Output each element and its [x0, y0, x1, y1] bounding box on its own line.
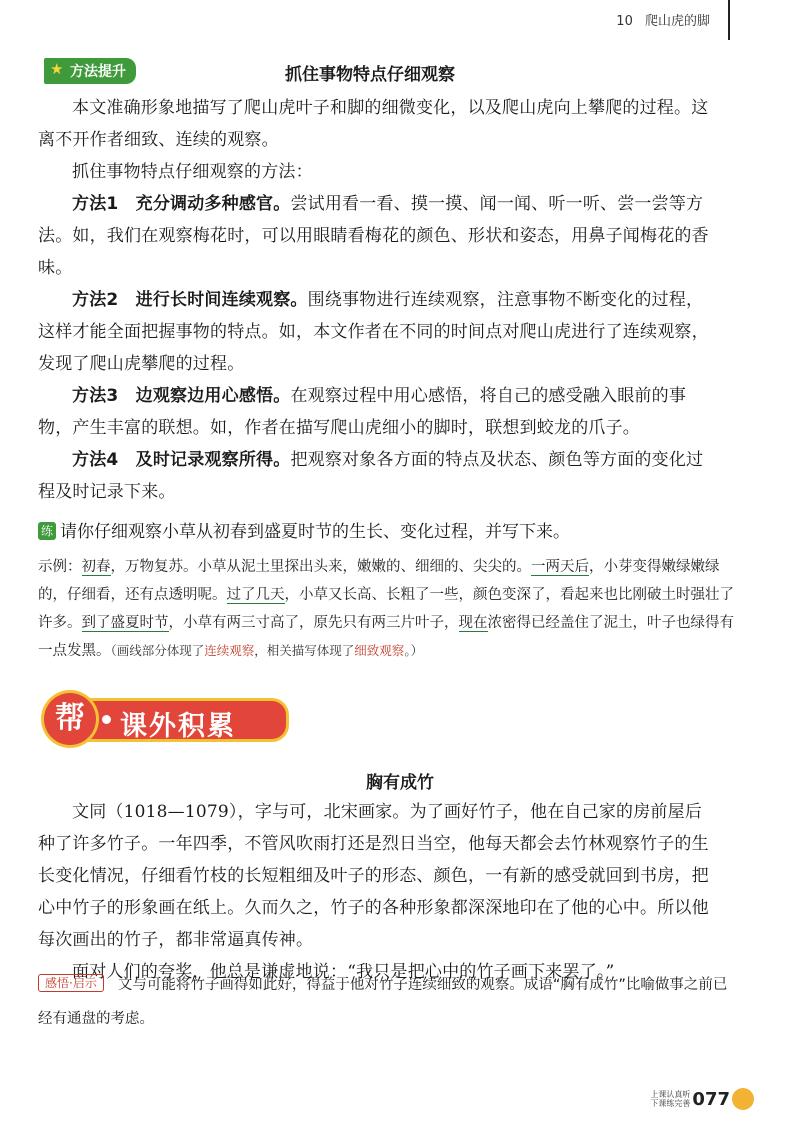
method-item-1 — [38, 188, 718, 284]
example-answer — [38, 553, 738, 665]
example-text-2: ，小芽变得嫩绿嫩绿的，仔细看，还有点透明呢。 — [38, 559, 720, 603]
method-item-1-text: 尝试用看一看、摸一摸、闻一闻、听一听、尝一尝等方法。如，我们在观察梅花时，可以用眼睛看梅花的颜色、形状和姿态，用鼻子闻梅花的香味。 — [38, 194, 709, 278]
example-text-3: ，小草又长高、长粗了一些，颜色变深了，看起来也比刚破土时强壮了许多。 — [38, 587, 734, 631]
method-item-2-head: 方法2 进行长时间连续观察。 — [72, 290, 308, 310]
example-note-c: 。） — [404, 643, 424, 658]
method-lead: 抓住事物特点仔细观察的方法： — [72, 162, 313, 182]
footer-slogan-top: 上课认真听 — [650, 1090, 691, 1099]
method-intro: 本文准确形象地描写了爬山虎叶子和脚的细微变化，以及爬山虎向上攀爬的过程。这离不开作者细致、连续的观察。 — [38, 98, 709, 150]
example-underline-3: 过了几天 — [226, 587, 285, 603]
example-underline-1: 初春 — [81, 559, 111, 575]
story-paragraph-1: 文同（1018—1079），字与可，北宋画家。为了画好竹子，他在自己家的房前屋后种了许多竹子。一年四季，不管风吹雨打还是烈日当空，他每天都会去竹林观察竹子的生长变化情况，仔细看竹枝的长短粗细及叶子的形态、颜色，一有新的感受就回到书房，把心中竹子的形象画在纸上。久而久之，竹子的各种形象都深深地印在了他的心中。所以他每次画出的竹子，都非常逼真传神。 — [38, 802, 709, 950]
method-item-3-text: 在观察过程中用心感悟，将自己的感受融入眼前的事物，产生丰富的联想。如，作者在描写爬山虎细小的脚时，联想到蛟龙的爪子。 — [38, 386, 687, 438]
method-item-1-head: 方法1 充分调动多种感官。 — [72, 194, 291, 214]
story-title: 胸有成竹 — [366, 773, 434, 793]
method-body — [38, 92, 718, 508]
story-paragraph-2: 面对人们的夸奖，他总是谦虚地说：“我只是把心中的竹子画下来罢了。” — [72, 962, 615, 982]
example-label: 示例： — [38, 559, 82, 575]
practice-prompt — [38, 517, 738, 547]
example-note — [111, 643, 424, 658]
method-item-2 — [38, 284, 718, 380]
footer-slogan — [650, 1090, 690, 1108]
method-item-3 — [38, 380, 718, 444]
practice-prompt-text: 请你仔细观察小草从初春到盛夏时节的生长、变化过程，并写下来。 — [60, 522, 570, 542]
practice-icon: 练 — [38, 522, 56, 540]
example-underline-4: 到了盛夏时节 — [81, 615, 169, 631]
mascot-icon — [732, 1088, 754, 1110]
example-underline-2: 一两天后 — [531, 559, 589, 575]
story-body — [38, 796, 718, 988]
example-note-a: （画线部分体现了 — [110, 643, 205, 658]
insight-box — [38, 968, 738, 1036]
footer-slogan-bottom: 下课练完善 — [650, 1099, 691, 1108]
method-badge-label: 方法提升 — [70, 64, 126, 80]
example-note-red-2: 细致观察 — [354, 643, 405, 658]
banner-dot — [102, 715, 111, 724]
banner-circle: 帮 — [44, 693, 96, 745]
example-underline-5: 现在 — [458, 615, 488, 631]
footer-page-number: 077 — [692, 1088, 730, 1110]
insight-tag: 感悟·启示 — [38, 974, 104, 992]
example-text-5: 浓密得已经盖住了泥土，叶子也绿得有一点发黑。 — [38, 615, 734, 659]
example-note-red-1: 连续观察 — [204, 643, 255, 658]
method-item-4-head: 方法4 及时记录观察所得。 — [72, 450, 291, 470]
extracurricular-banner — [44, 693, 292, 745]
method-item-4-text: 把观察对象各方面的特点及状态、颜色等方面的变化过程及时记录下来。 — [38, 450, 704, 502]
header-chapter-title: 爬山虎的脚 — [644, 14, 710, 29]
running-header — [616, 10, 710, 29]
method-item-3-head: 方法3 边观察边用心感悟。 — [72, 386, 291, 406]
method-item-4 — [38, 444, 718, 508]
insight-text: 文与可能将竹子画得如此好，得益于他对竹子连续细致的观察。成语“胸有成竹”比喻做事之前已经有通盘的考虑。 — [38, 977, 728, 1027]
banner-title: 课外积累 — [120, 711, 236, 742]
method-item-2-text: 围绕事物进行连续观察，注意事物不断变化的过程，这样才能全面把握事物的特点。如，本文作者在不同的时间点对爬山虎进行了连续观察，发现了爬山虎攀爬的过程。 — [38, 290, 709, 374]
example-text-1: ，万物复苏。小草从泥土里探出头来，嫩嫩的、细细的、尖尖的。 — [110, 559, 531, 575]
header-page-number: 10 — [616, 14, 633, 29]
star-icon: ★ — [50, 60, 64, 78]
method-title: 抓住事物特点仔细观察 — [285, 65, 455, 85]
page-footer — [650, 1088, 754, 1110]
example-text-4: ，小草有两三寸高了，原先只有两三片叶子， — [168, 615, 459, 631]
header-divider — [728, 0, 730, 40]
example-note-b: ，相关描写体现了 — [254, 643, 355, 658]
